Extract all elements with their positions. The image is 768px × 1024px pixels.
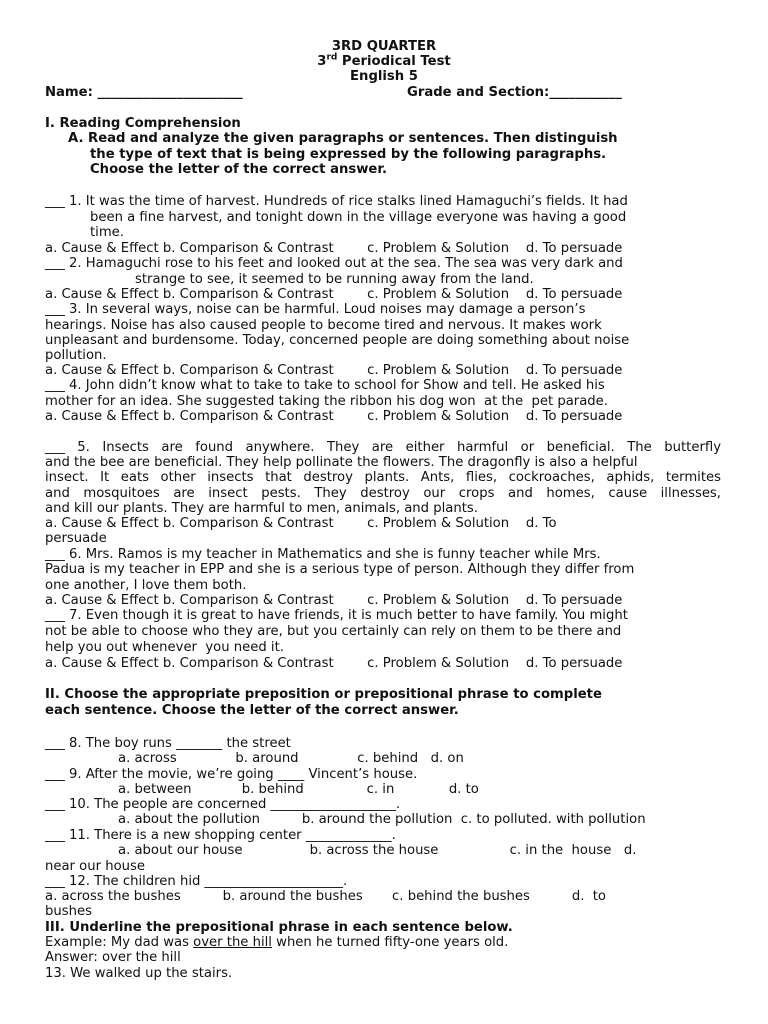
name-field[interactable]: Name: ______________________ xyxy=(45,85,243,100)
question-3-choices: a. Cause & Effect b. Comparison & Contrast c. Problem & Solution d. To persuade xyxy=(45,363,623,378)
question-3-line3: unpleasant and burdensome. Today, concerned people are doing something about noise xyxy=(45,333,630,348)
question-11-choices-cont: near our house xyxy=(45,859,145,874)
question-5-line4: and mosquitoes are insect pests. They destroy our crops and homes, cause illnesses, xyxy=(45,486,721,501)
question-8-choices: a. across b. around c. behind d. on xyxy=(118,751,464,766)
question-9: ___ 9. After the movie, we’re going ____ Vincent’s house. xyxy=(45,767,418,782)
question-5-line5: and kill our plants. They are harmful to men, animals, and plants. xyxy=(45,501,478,516)
quarter-heading: 3RD QUARTER xyxy=(331,39,437,54)
part3-example-answer: Answer: over the hill xyxy=(45,950,181,965)
test-number: 3 xyxy=(317,54,327,69)
question-5-line3: insect. It eats other insects that destroy plants. Ants, flies, cockroaches, aphids, termites xyxy=(45,470,721,485)
question-1-line3: time. xyxy=(90,225,124,240)
question-7-choices: a. Cause & Effect b. Comparison & Contrast c. Problem & Solution d. To persuade xyxy=(45,656,623,671)
question-12: ___ 12. The children hid _____________________. xyxy=(45,874,348,889)
question-1-line1: ___ 1. It was the time of harvest. Hundreds of rice stalks lined Hamaguchi’s fields. It had xyxy=(45,194,628,209)
question-8: ___ 8. The boy runs _______ the street xyxy=(45,736,291,751)
question-5-choices-cont: persuade xyxy=(45,531,107,546)
question-2-line1: ___ 2. Hamaguchi rose to his feet and looked out at the sea. The sea was very dark and xyxy=(45,256,623,271)
question-6-line3: one another, I love them both. xyxy=(45,578,247,593)
part1-instructions-line1: A. Read and analyze the given paragraphs or sentences. Then distinguish xyxy=(68,131,618,146)
question-12-choices: a. across the bushes b. around the bushes c. behind the bushes d. to xyxy=(45,889,607,904)
example-underlined-phrase: over the hill xyxy=(193,935,272,950)
question-10: ___ 10. The people are concerned ___________________. xyxy=(45,797,401,812)
question-10-choices: a. about the pollution b. around the pollution c. to polluted. with pollution xyxy=(118,812,646,827)
question-7-line3: help you out whenever you need it. xyxy=(45,640,284,655)
question-11: ___ 11. There is a new shopping center _____________. xyxy=(45,828,396,843)
part1-instructions-line2: the type of text that is being expressed by the following paragraphs. xyxy=(90,147,607,162)
part2-title-line1: II. Choose the appropriate preposition or prepositional phrase to complete xyxy=(45,687,602,702)
subject-heading: English 5 xyxy=(350,69,418,84)
part1-title: I. Reading Comprehension xyxy=(45,116,241,131)
example-text-end: when he turned fifty-one years old. xyxy=(271,935,509,950)
question-6-line1: ___ 6. Mrs. Ramos is my teacher in Mathematics and she is funny teacher while Mrs. xyxy=(45,547,601,562)
question-3-line4: pollution. xyxy=(45,348,107,363)
grade-section-field[interactable]: Grade and Section:___________ xyxy=(407,85,622,100)
question-1-line2: been a fine harvest, and tonight down in the village everyone was having a good xyxy=(90,210,627,225)
example-text-start: Example: My dad was xyxy=(45,935,194,950)
question-2-line2: strange to see, it seemed to be running away from the land. xyxy=(135,272,534,287)
test-title-text: Periodical Test xyxy=(337,54,451,69)
question-7-line1: ___ 7. Even though it is great to have friends, it is much better to have family. You might xyxy=(45,608,628,623)
question-6-choices: a. Cause & Effect b. Comparison & Contrast c. Problem & Solution d. To persuade xyxy=(45,593,623,608)
question-3-line1: ___ 3. In several ways, noise can be harmful. Loud noises may damage a person’s xyxy=(45,302,586,317)
part2-title-line2: each sentence. Choose the letter of the correct answer. xyxy=(45,703,459,718)
test-title xyxy=(0,54,768,69)
question-13: 13. We walked up the stairs. xyxy=(45,966,233,981)
part3-title: III. Underline the prepositional phrase in each sentence below. xyxy=(45,920,513,935)
part1-instructions-line3: Choose the letter of the correct answer. xyxy=(90,162,387,177)
question-12-choices-cont: bushes xyxy=(45,904,92,919)
question-6-line2: Padua is my teacher in EPP and she is a serious type of person. Although they differ from xyxy=(45,562,635,577)
test-number-suffix: rd xyxy=(326,52,338,63)
question-2-choices: a. Cause & Effect b. Comparison & Contrast c. Problem & Solution d. To persuade xyxy=(45,287,623,302)
question-5-line2: and the bee are beneficial. They help pollinate the flowers. The dragonfly is also a helpful xyxy=(45,455,638,470)
question-4-line2: mother for an idea. She suggested taking the ribbon his dog won at the pet parade. xyxy=(45,394,608,409)
question-5-line1: ___ 5. Insects are found anywhere. They are either harmful or beneficial. The butterfly xyxy=(45,440,721,455)
question-1-choices: a. Cause & Effect b. Comparison & Contrast c. Problem & Solution d. To persuade xyxy=(45,241,623,256)
question-4-choices: a. Cause & Effect b. Comparison & Contrast c. Problem & Solution d. To persuade xyxy=(45,409,623,424)
question-9-choices: a. between b. behind c. in d. to xyxy=(118,782,479,797)
question-5-choices: a. Cause & Effect b. Comparison & Contrast c. Problem & Solution d. To xyxy=(45,516,557,531)
question-3-line2: hearings. Noise has also caused people to become tired and nervous. It makes work xyxy=(45,318,602,333)
question-7-line2: not be able to choose who they are, but you certainly can rely on them to be there and xyxy=(45,624,622,639)
part3-example xyxy=(45,935,508,950)
question-11-choices: a. about our house b. across the house c. in the house d. xyxy=(118,843,637,858)
question-4-line1: ___ 4. John didn’t know what to take to take to school for Show and tell. He asked his xyxy=(45,378,605,393)
